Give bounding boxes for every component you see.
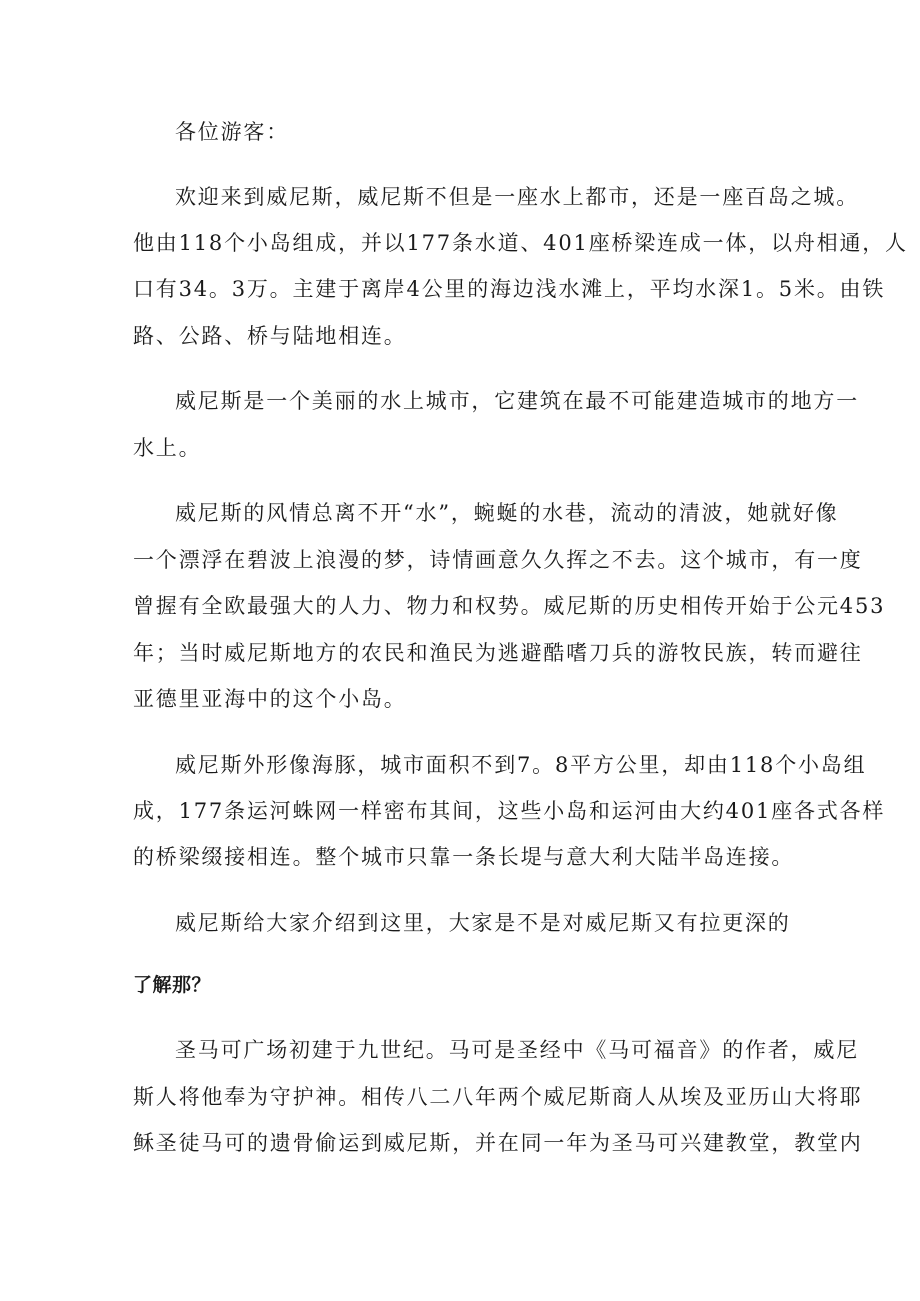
text-line: 威尼斯是一个美丽的水上城市，它建筑在最不可能建造城市的地方一 bbox=[175, 389, 859, 413]
text-line: 一个漂浮在碧波上浪漫的梦，诗情画意久久挥之不去。这个城市，有一度 bbox=[133, 548, 863, 572]
text-line: 圣马可广场初建于九世纪。马可是圣经中《马可福音》的作者，威尼 bbox=[175, 1038, 859, 1062]
text-line: 的桥梁缀接相连。整个城市只靠一条长堤与意大利大陆半岛连接。 bbox=[133, 845, 795, 869]
text-line: 欢迎来到威尼斯，威尼斯不但是一座水上都市，还是一座百岛之城。 bbox=[175, 185, 859, 209]
text-line: 了解那？ bbox=[133, 974, 212, 996]
greeting-line: 各位游客： bbox=[175, 120, 289, 144]
text-line: 水上。 bbox=[133, 436, 202, 460]
text-line: 成，177条运河蛛网一样密布其间，这些小岛和运河由大约401座各式各样 bbox=[133, 799, 886, 823]
text-line: 稣圣徒马可的遗骨偷运到威尼斯，并在同一年为圣马可兴建教堂，教堂内 bbox=[133, 1131, 863, 1155]
text-line: 威尼斯给大家介绍到这里，大家是不是对威尼斯又有拉更深的 bbox=[175, 911, 791, 935]
text-line: 威尼斯外形像海豚，城市面积不到7。8平方公里，却由118个小岛组 bbox=[175, 753, 867, 777]
text-line: 曾握有全欧最强大的人力、物力和权势。威尼斯的历史相传开始于公元453 bbox=[133, 594, 886, 618]
text-line: 斯人将他奉为守护神。相传八二八年两个威尼斯商人从埃及亚历山大将耶 bbox=[133, 1085, 863, 1109]
text-line: 亚德里亚海中的这个小岛。 bbox=[133, 687, 407, 711]
text-line: 他由118个小岛组成，并以177条水道、401座桥梁连成一体，以舟相通，人 bbox=[133, 231, 908, 255]
text-line: 口有34。3万。主建于离岸4公里的海边浅水滩上，平均水深1。5米。由铁 bbox=[133, 277, 886, 301]
text-line: 路、公路、桥与陆地相连。 bbox=[133, 324, 407, 348]
text-line: 威尼斯的风情总离不开“水”，蜿蜒的水巷，流动的清波，她就好像 bbox=[175, 501, 839, 525]
text-line: 年；当时威尼斯地方的农民和渔民为逃避酷嗜刀兵的游牧民族，转而避往 bbox=[133, 641, 863, 665]
